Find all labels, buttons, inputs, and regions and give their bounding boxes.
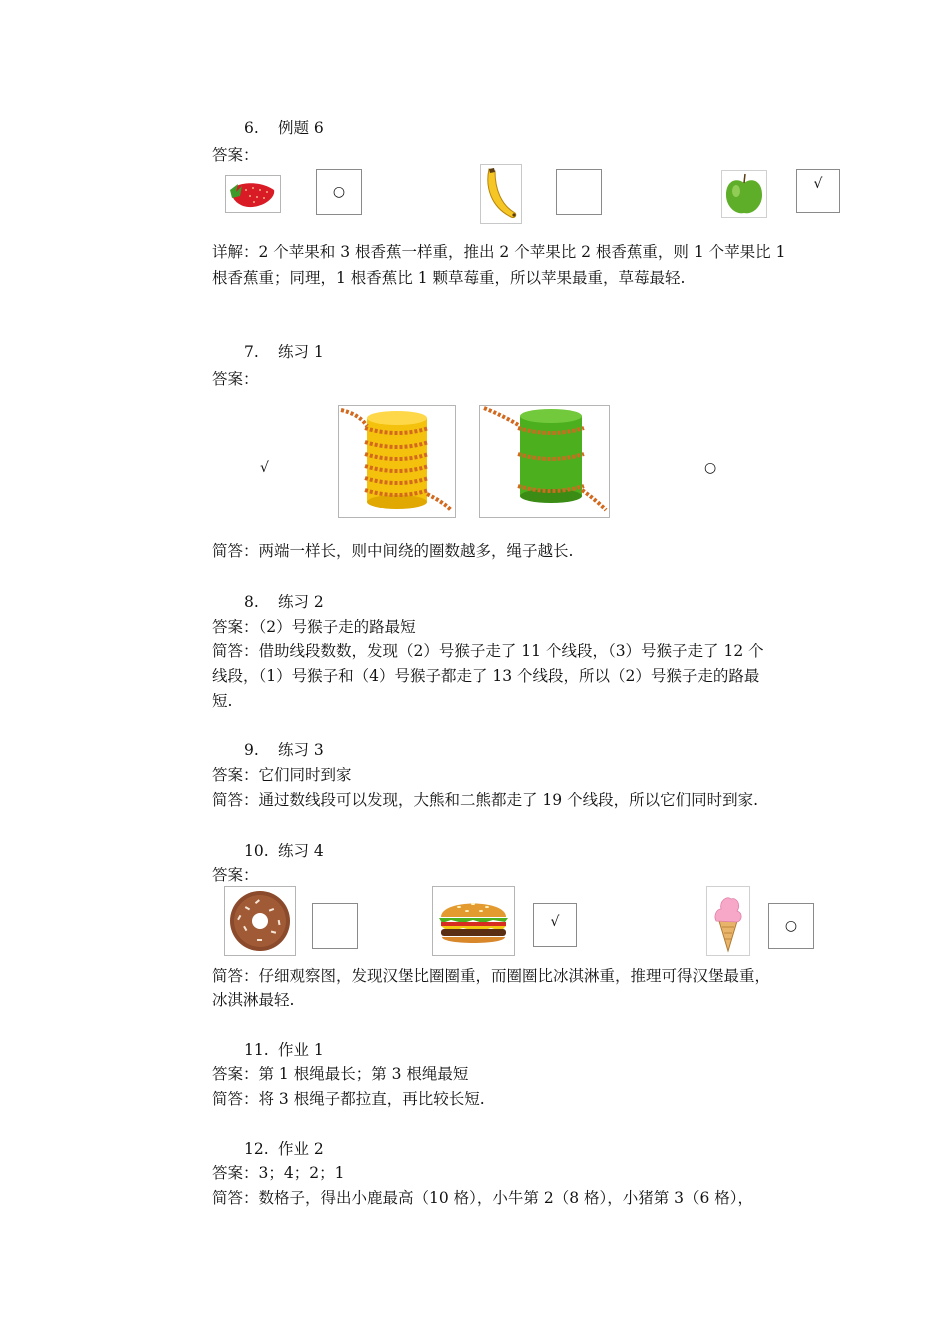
q12-answer: 答案：3；4；2；1 bbox=[212, 1164, 345, 1182]
q6-detail-line-1: 详解：2 个苹果和 3 根香蕉一样重，推出 2 个苹果比 2 根香蕉重，则 1 个苹果比 1 bbox=[212, 243, 786, 261]
apple-image bbox=[721, 170, 767, 218]
q11-answer: 答案：第 1 根绳最长；第 3 根绳最短 bbox=[212, 1065, 469, 1083]
q9-answer: 答案：它们同时到家 bbox=[212, 766, 352, 784]
q8-title: 练习 2 bbox=[278, 593, 324, 611]
q9-brief: 简答：通过数线段可以发现，大熊和二熊都走了 19 个线段，所以它们同时到家. bbox=[212, 791, 759, 809]
q7-circle-mark: ○ bbox=[704, 460, 717, 476]
q11-title: 作业 1 bbox=[278, 1041, 324, 1059]
q8-brief-line-1: 简答：借助线段数数，发现（2）号猴子走了 11 个线段，（3）号猴子走了 12 个 bbox=[212, 642, 764, 660]
check-mark: √ bbox=[550, 914, 560, 930]
circle-mark: ○ bbox=[784, 918, 798, 934]
ice-cream-image bbox=[706, 886, 750, 956]
ice-cream-answer-box[interactable] bbox=[768, 903, 814, 949]
q10-answer-label: 答案： bbox=[212, 866, 259, 884]
donut-image bbox=[224, 886, 296, 956]
q7-check-mark: √ bbox=[260, 460, 269, 476]
banana-answer-box[interactable] bbox=[556, 169, 602, 215]
strawberry-image bbox=[225, 175, 281, 213]
q9-title: 练习 3 bbox=[278, 741, 324, 759]
q12-brief: 简答：数格子，得出小鹿最高（10 格），小牛第 2（8 格），小猪第 3（6 格）， bbox=[212, 1189, 754, 1207]
q12-title: 作业 2 bbox=[278, 1140, 324, 1158]
q6-answer-label: 答案： bbox=[212, 146, 259, 164]
q8-number: 8. bbox=[244, 593, 259, 611]
q7-answer-label: 答案： bbox=[212, 370, 259, 388]
q6-number: 6. bbox=[244, 119, 259, 137]
yellow-cylinder-rope-image bbox=[338, 405, 456, 518]
q11-brief: 简答：将 3 根绳子都拉直，再比较长短. bbox=[212, 1090, 485, 1108]
banana-image bbox=[480, 164, 522, 224]
q7-brief: 简答：两端一样长，则中间绕的圈数越多，绳子越长. bbox=[212, 542, 574, 560]
q6-detail-line-2: 根香蕉重；同理，1 根香蕉比 1 颗草莓重，所以苹果最重，草莓最轻. bbox=[212, 269, 686, 287]
q10-title: 练习 4 bbox=[278, 842, 324, 860]
q10-brief-line-2: 冰淇淋最轻. bbox=[212, 991, 295, 1009]
apple-answer-box[interactable] bbox=[796, 169, 840, 213]
q9-number: 9. bbox=[244, 741, 259, 759]
green-cylinder-rope-image bbox=[479, 405, 610, 518]
q8-brief-line-3: 短. bbox=[212, 692, 233, 710]
q10-brief-line-1: 简答：仔细观察图，发现汉堡比圈圈重，而圈圈比冰淇淋重，推理可得汉堡最重， bbox=[212, 967, 771, 985]
q8-answer: 答案：（2）号猴子走的路最短 bbox=[212, 618, 416, 636]
q10-number: 10. bbox=[244, 842, 269, 860]
q7-title: 练习 1 bbox=[278, 343, 324, 361]
q7-number: 7. bbox=[244, 343, 259, 361]
q12-number: 12. bbox=[244, 1140, 269, 1158]
circle-mark: ○ bbox=[332, 184, 346, 200]
q6-title: 例题 6 bbox=[278, 119, 324, 137]
strawberry-answer-box[interactable] bbox=[316, 169, 362, 215]
q11-number: 11. bbox=[244, 1041, 269, 1059]
check-mark: √ bbox=[813, 176, 823, 192]
burger-answer-box[interactable] bbox=[533, 903, 577, 947]
q8-brief-line-2: 线段，（1）号猴子和（4）号猴子都走了 13 个线段，所以（2）号猴子走的路最 bbox=[212, 667, 760, 685]
donut-answer-box[interactable] bbox=[312, 903, 358, 949]
burger-image bbox=[432, 886, 515, 956]
